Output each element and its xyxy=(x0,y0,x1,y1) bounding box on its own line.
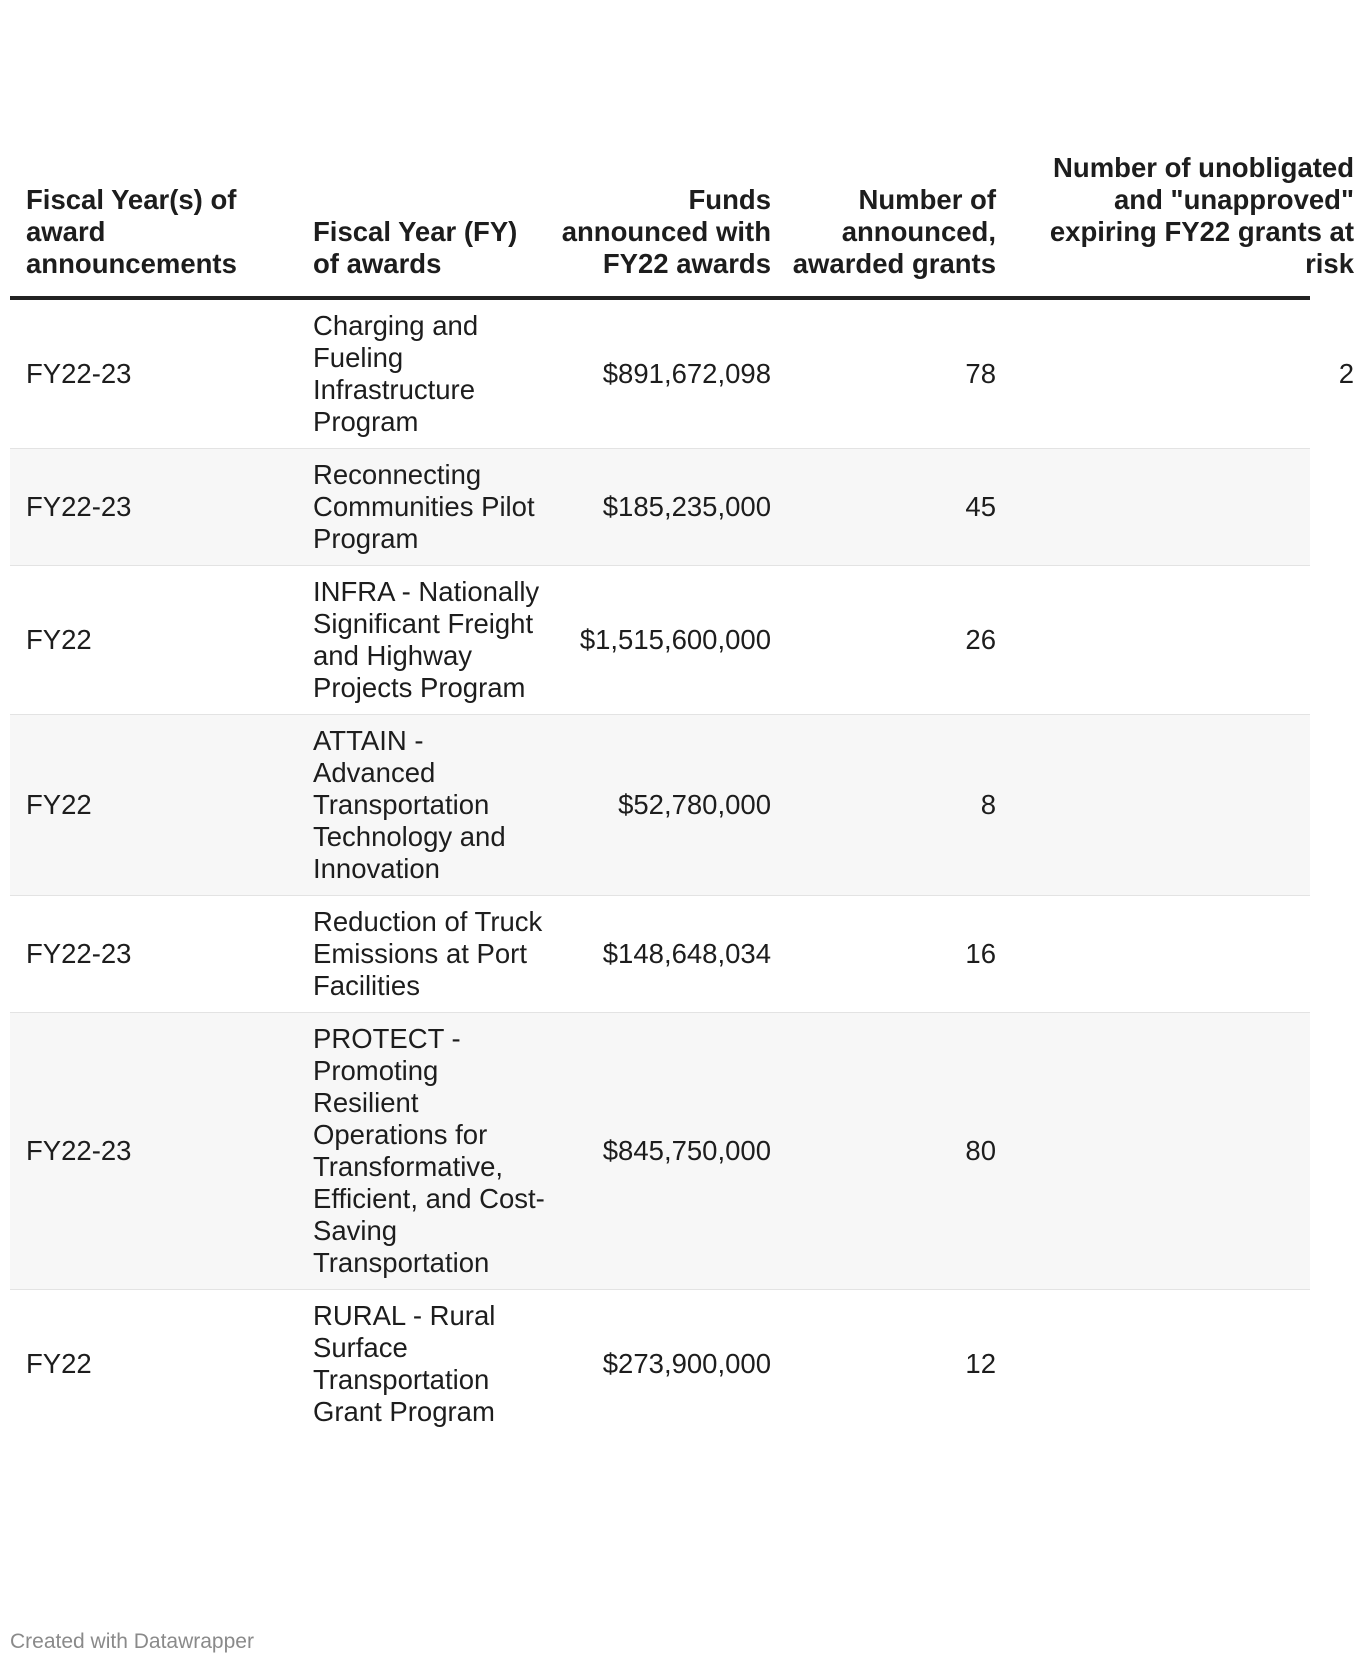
table-row xyxy=(10,449,1310,566)
cell-program: Charging and Fueling Infrastructure Program xyxy=(297,298,556,449)
table-row xyxy=(10,896,1310,1013)
cell-funds: $845,750,000 xyxy=(556,1013,771,1290)
header-grants-at-risk[interactable] xyxy=(996,0,1354,298)
header-number-awarded-grants[interactable]: Number of announced, awarded grants xyxy=(771,0,996,298)
table-body xyxy=(10,298,1354,1438)
cell-grants: 26 xyxy=(771,566,996,715)
cell-at-risk xyxy=(996,449,1310,566)
table-row xyxy=(10,715,1310,896)
cell-at-risk xyxy=(996,1013,1310,1290)
cell-at-risk xyxy=(996,1290,1310,1439)
cell-at-risk-value: 2 xyxy=(1338,358,1354,389)
header-fiscal-year-awards[interactable]: Fiscal Year (FY) of awards xyxy=(297,0,556,298)
cell-grants: 12 xyxy=(965,1348,996,1379)
cell-program: INFRA - Nationally Significant Freight and Highway Projects Program xyxy=(297,566,556,715)
header-grants-at-risk-text: Number of unobligated and "unapproved" expiring FY22 grants at risk xyxy=(1049,152,1354,279)
cell-at-risk xyxy=(996,715,1310,896)
header-row xyxy=(10,0,1310,298)
table-row xyxy=(10,566,1310,715)
cell-fiscal-years: FY22 xyxy=(10,715,297,896)
cell-fiscal-years: FY22-23 xyxy=(10,449,297,566)
cell-program: Reduction of Truck Emissions at Port Facilities xyxy=(297,896,556,1013)
cell-funds: $1,515,600,000 xyxy=(556,566,771,715)
cell-grants: 8 xyxy=(771,715,996,896)
cell-funds: $52,780,000 xyxy=(556,715,771,896)
table-row xyxy=(10,298,1310,449)
cell-grants: 78 xyxy=(771,298,996,449)
datawrapper-credit[interactable]: Created with Datawrapper xyxy=(10,1630,254,1653)
cell-grants: 45 xyxy=(771,449,996,566)
cell-grants: 16 xyxy=(771,896,996,1013)
cell-funds: $148,648,034 xyxy=(556,896,771,1013)
header-funds-announced[interactable]: Funds announced with FY22 awards xyxy=(556,0,771,298)
cell-fiscal-years: FY22 xyxy=(10,566,297,715)
cell-program: RURAL - Rural Surface Transportation Grant Program xyxy=(313,1300,496,1427)
cell-funds: $185,235,000 xyxy=(556,449,771,566)
cell-funds: $891,672,098 xyxy=(556,298,771,449)
cell-at-risk xyxy=(996,298,1354,449)
cell-grants: 80 xyxy=(771,1013,996,1290)
table-row xyxy=(10,1290,1310,1439)
grants-table xyxy=(10,0,1354,1438)
table-header xyxy=(10,0,1354,298)
data-table-container xyxy=(10,0,1354,1630)
cell-fiscal-years: FY22-23 xyxy=(10,1013,297,1290)
cell-program: ATTAIN - Advanced Transportation Technology and Innovation xyxy=(297,715,556,896)
cell-fiscal-years: FY22 xyxy=(26,1348,92,1379)
cell-program: Reconnecting Communities Pilot Program xyxy=(297,449,556,566)
cell-at-risk xyxy=(996,896,1310,1013)
header-fiscal-years-announcements[interactable]: Fiscal Year(s) of award announcements xyxy=(10,0,297,298)
cell-fiscal-years: FY22-23 xyxy=(10,896,297,1013)
table-row xyxy=(10,1013,1310,1290)
cell-program: PROTECT - Promoting Resilient Operations for Transformative, Efficient, and Cost-Saving Transportation xyxy=(297,1013,556,1290)
cell-funds: $273,900,000 xyxy=(602,1348,771,1379)
cell-fiscal-years: FY22-23 xyxy=(10,298,297,449)
cell-at-risk xyxy=(996,566,1310,715)
